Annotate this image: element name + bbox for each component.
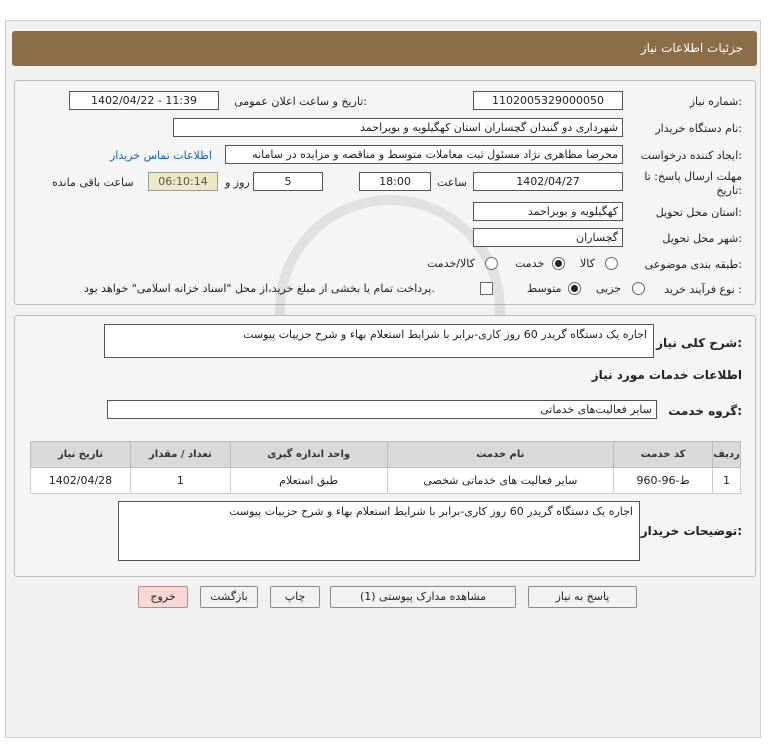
contact-buyer-link[interactable]: اطلاعات تماس خریدار	[110, 149, 212, 162]
view-attachments-button[interactable]: مشاهده مدارک پیوستی (1)	[330, 586, 516, 608]
cell-need-date: 1402/04/28	[31, 468, 131, 494]
deadline-label: مهلت ارسال پاسخ: تا	[644, 170, 742, 183]
col-header-need-date: تاریخ نیاز	[31, 442, 131, 468]
province-field: کهگیلویه و بویراحمد	[473, 202, 623, 221]
process-medium-label: متوسط	[527, 282, 562, 295]
days-label: روز و	[225, 176, 250, 189]
remaining-label: ساعت باقی مانده	[52, 176, 134, 189]
buyer-org-field: شهرداری دو گنبدان گچساران استان کهگیلویه و بویراحمد	[173, 118, 623, 137]
category-service-radio[interactable]	[552, 257, 565, 270]
reply-button[interactable]: پاسخ به نیاز	[528, 586, 637, 608]
buyer-org-label: نام دستگاه خریدار:	[655, 122, 742, 135]
col-header-row-number: ردیف	[713, 442, 741, 468]
summary-label: شرح کلی نیاز:	[656, 336, 742, 350]
process-minor-label: جزیی	[596, 282, 622, 295]
treasury-checkbox[interactable]	[480, 282, 493, 295]
province-label: استان محل تحویل:	[655, 206, 742, 219]
announce-label: تاریخ و ساعت اعلان عمومی:	[234, 95, 367, 108]
col-header-service-name: نام خدمت	[387, 442, 614, 468]
print-button[interactable]: چاپ	[270, 586, 320, 608]
page-title: جزئیات اطلاعات نیاز	[640, 41, 743, 55]
cell-service-code: ط-96-960	[614, 468, 713, 494]
service-group-field: سایر فعالیت‌های خدماتی	[107, 400, 657, 419]
page-header	[12, 31, 757, 66]
process-medium-radio[interactable]	[568, 282, 581, 295]
cell-row-number: 1	[713, 468, 741, 494]
deadline-label-date: تاریخ:	[716, 184, 742, 197]
back-button[interactable]: بازگشت	[200, 586, 258, 608]
category-goods-label: کالا	[580, 257, 595, 270]
category-service-label: خدمت	[515, 257, 545, 270]
need-number-field: 1102005329000050	[473, 91, 623, 110]
cell-service-name: سایر فعالیت های خدماتی شخصی	[387, 468, 614, 494]
city-label: شهر محل تحویل:	[662, 232, 742, 245]
process-label: نوع فرآیند خرید :	[664, 283, 742, 296]
table-row	[31, 468, 741, 494]
cell-unit: طبق استعلام	[230, 468, 387, 494]
treasury-note: پرداخت تمام یا بخشی از مبلغ خرید،از محل "اسناد خزانه اسلامی" خواهد بود.	[84, 282, 435, 295]
cell-quantity: 1	[130, 468, 230, 494]
services-table	[30, 441, 741, 494]
col-header-service-code: کد خدمت	[614, 442, 713, 468]
city-field: گچساران	[473, 228, 623, 247]
creator-label: ایجاد کننده درخواست:	[640, 149, 742, 162]
need-number-label: شماره نیاز:	[689, 95, 742, 108]
category-goods-service-radio[interactable]	[485, 257, 498, 270]
creator-field: محرضا مظاهری نژاد مسئول ثبت معاملات متوسط و مناقصه و مزایده در سامانه	[225, 145, 623, 164]
announce-field: 1402/04/22 - 11:39	[69, 91, 219, 110]
remaining-time-field: 06:10:14	[148, 172, 218, 191]
deadline-date-field: 1402/04/27	[473, 172, 623, 191]
service-group-label: گروه خدمت:	[668, 404, 742, 418]
category-goods-radio[interactable]	[605, 257, 618, 270]
exit-button[interactable]: خروج	[138, 586, 188, 608]
summary-field: اجاره یک دستگاه گریدر 60 روز کاری-برابر با شرایط استعلام بهاء و شرح جزییات پیوست	[104, 324, 654, 358]
col-header-quantity: تعداد / مقدار	[130, 442, 230, 468]
days-field: 5	[253, 172, 323, 191]
deadline-time-label: ساعت	[437, 176, 467, 189]
table-header-row	[31, 442, 741, 468]
deadline-time-field: 18:00	[359, 172, 431, 191]
col-header-unit: واحد اندازه گیری	[230, 442, 387, 468]
buyer-notes-label: توضیحات خریدار:	[640, 524, 742, 538]
need-info-panel	[14, 80, 756, 305]
category-label: طبقه بندی موضوعی:	[644, 258, 742, 271]
services-heading: اطلاعات خدمات مورد نیاز	[591, 368, 742, 382]
buyer-notes-field: اجاره یک دستگاه گریدر 60 روز کاری-برابر با شرایط استعلام بهاء و شرح جزییات پیوست	[118, 501, 640, 561]
process-minor-radio[interactable]	[632, 282, 645, 295]
category-goods-service-label: کالا/خدمت	[427, 257, 475, 270]
